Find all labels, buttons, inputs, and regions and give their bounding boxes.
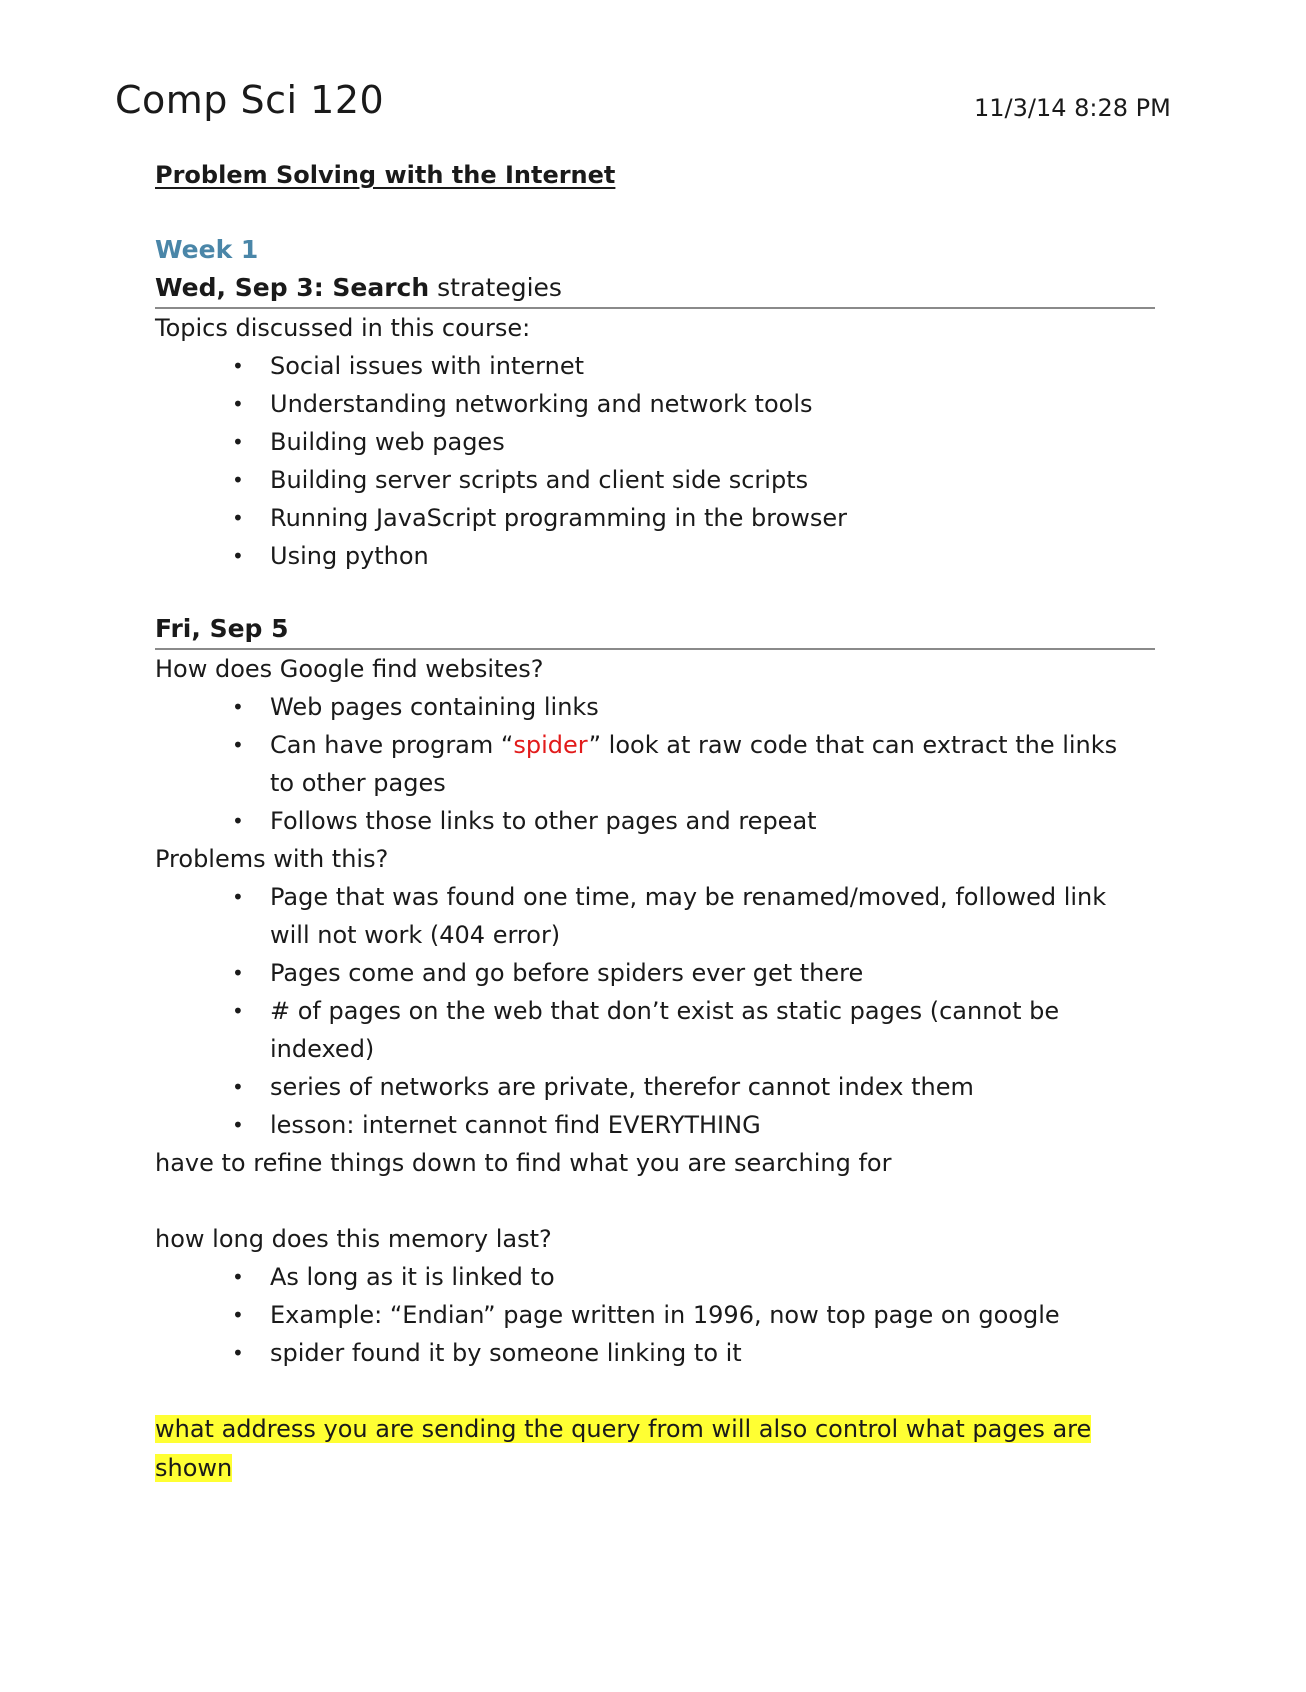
bullet-icon: • — [232, 695, 244, 719]
list-item-text: Using python — [270, 542, 429, 570]
list-item — [232, 992, 1130, 1068]
list-item-text: lesson: internet cannot find EVERYTHING — [270, 1111, 761, 1139]
list-item — [232, 1258, 1155, 1296]
bullet-icon: • — [232, 1265, 244, 1289]
bullet-icon: • — [232, 1341, 244, 1365]
section-heading-sep5 — [155, 610, 1155, 650]
bullet-icon: • — [232, 1075, 244, 1099]
list-item — [232, 499, 1155, 537]
bullet-icon: • — [232, 885, 244, 909]
section-heading-sep3 — [155, 269, 1155, 309]
bullet-icon: • — [232, 392, 244, 416]
bullet-icon: • — [232, 544, 244, 568]
google-question: How does Google find websites? — [155, 655, 544, 683]
list-item — [232, 385, 1155, 423]
list-item-text: Social issues with internet — [270, 352, 585, 380]
google-list — [155, 688, 1155, 840]
bullet-icon: • — [232, 468, 244, 492]
list-item — [232, 461, 1155, 499]
bullet-icon: • — [232, 961, 244, 985]
list-item-text: Example: “Endian” page written in 1996, now top page on google — [270, 1301, 1060, 1329]
list-item-text: Running JavaScript programming in the browser — [270, 504, 848, 532]
refine-note: have to refine things down to find what you are searching for — [155, 1149, 892, 1177]
list-item — [232, 1334, 1155, 1372]
list-item-text: Web pages containing links — [270, 693, 599, 721]
list-item — [232, 423, 1155, 461]
list-item-text-before: Can have program “ — [270, 731, 514, 759]
bullet-icon: • — [232, 430, 244, 454]
list-item-text: Follows those links to other pages and repeat — [270, 807, 817, 835]
bullet-icon: • — [232, 733, 244, 757]
bullet-icon: • — [232, 1113, 244, 1137]
bullet-icon: • — [232, 809, 244, 833]
list-item — [232, 347, 1155, 385]
list-item — [232, 537, 1155, 575]
spider-term: spider — [513, 731, 589, 759]
highlighted-note — [155, 1410, 1115, 1488]
list-item-text-after: ” look at raw code that can extract the links to other pages — [270, 731, 1118, 797]
bullet-icon: • — [232, 1303, 244, 1327]
list-item — [232, 726, 1130, 802]
document-datetime: 11/3/14 8:28 PM — [974, 94, 1171, 122]
list-item — [232, 1068, 1155, 1106]
list-item — [232, 688, 1155, 726]
list-item — [232, 802, 1155, 840]
document-body — [155, 155, 1155, 1488]
problems-list — [155, 878, 1155, 1144]
section-heading-bold: Fri, Sep 5 — [155, 614, 289, 643]
topics-intro: Topics discussed in this course: — [155, 314, 531, 342]
list-item-text: Building web pages — [270, 428, 505, 456]
section-heading-bold: Wed, Sep 3: Search — [155, 273, 430, 302]
list-item — [232, 954, 1155, 992]
list-item-text: As long as it is linked to — [270, 1263, 555, 1291]
highlighted-text: what address you are sending the query from will also control what pages are shown — [155, 1415, 1092, 1482]
list-item-text: Understanding networking and network tools — [270, 390, 813, 418]
section-heading-rest: strategies — [429, 273, 562, 302]
list-item-text: spider found it by someone linking to it — [270, 1339, 742, 1367]
document-title: Comp Sci 120 — [115, 78, 385, 122]
list-item — [232, 1296, 1155, 1334]
blank-line — [155, 1182, 1155, 1220]
week-heading: Week 1 — [155, 235, 259, 264]
list-item-text: Page that was found one time, may be renamed/moved, followed link will not work (404 error) — [270, 883, 1107, 949]
list-item-text: Pages come and go before spiders ever get there — [270, 959, 864, 987]
bullet-icon: • — [232, 999, 244, 1023]
bullet-icon: • — [232, 506, 244, 530]
list-item — [232, 1106, 1155, 1144]
list-item-text: Building server scripts and client side scripts — [270, 466, 809, 494]
memory-list — [155, 1258, 1155, 1372]
topics-list — [155, 347, 1155, 575]
list-item-text: # of pages on the web that don’t exist as static pages (cannot be indexed) — [270, 997, 1060, 1063]
bullet-icon: • — [232, 354, 244, 378]
problems-question: Problems with this? — [155, 845, 389, 873]
list-item — [232, 878, 1130, 954]
list-item-text: series of networks are private, therefor cannot index them — [270, 1073, 974, 1101]
course-title: Problem Solving with the Internet — [155, 161, 616, 189]
memory-question: how long does this memory last? — [155, 1225, 552, 1253]
